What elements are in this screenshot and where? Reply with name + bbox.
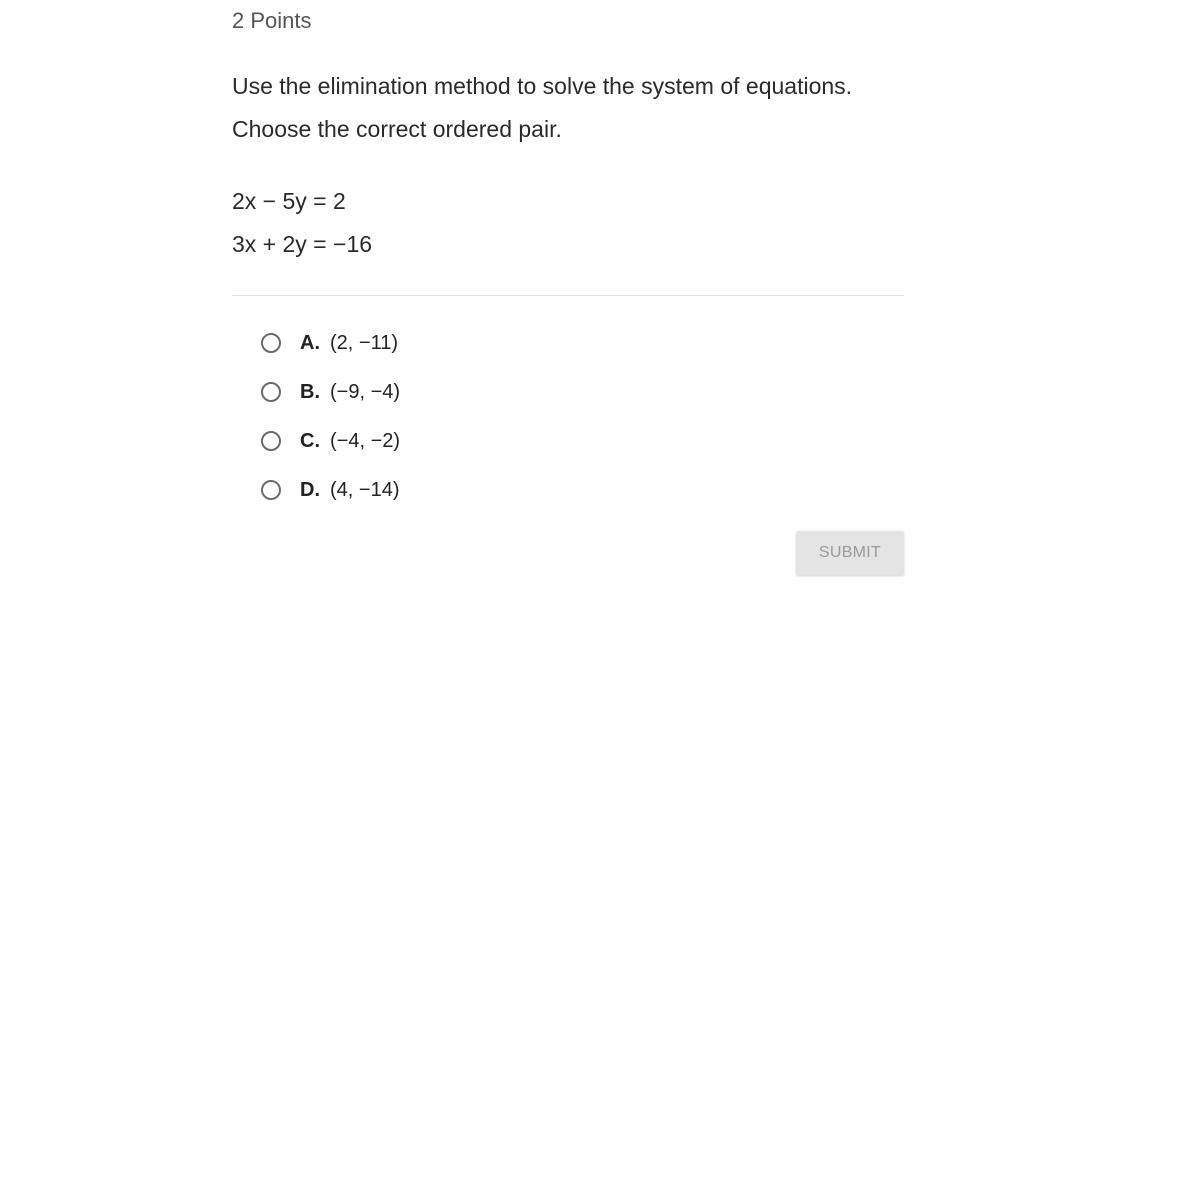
choice-answer: (−9, −4) bbox=[330, 380, 401, 403]
choice-a[interactable] bbox=[261, 328, 561, 358]
choice-b[interactable] bbox=[261, 377, 561, 407]
radio-button-icon[interactable] bbox=[261, 333, 281, 353]
question-prompt-line-1: Use the elimination method to solve the system of equations. bbox=[232, 73, 853, 99]
radio-button-icon[interactable] bbox=[261, 382, 281, 402]
choice-d[interactable] bbox=[261, 475, 561, 505]
submit-button[interactable]: SUBMIT bbox=[796, 531, 904, 575]
divider bbox=[232, 295, 904, 296]
equation-1: 2x − 5y = 2 bbox=[232, 188, 346, 214]
question-prompt-line-2: Choose the correct ordered pair. bbox=[232, 116, 562, 142]
choice-answer: (2, −11) bbox=[330, 331, 398, 354]
choice-letter: B. bbox=[300, 380, 320, 403]
choice-letter: A. bbox=[300, 331, 320, 354]
equation-2: 3x + 2y = −16 bbox=[232, 231, 373, 257]
points-label: 2 Points bbox=[232, 8, 312, 33]
choice-answer: (4, −14) bbox=[330, 478, 400, 501]
choice-answer: (−4, −2) bbox=[330, 429, 401, 452]
choice-c[interactable] bbox=[261, 426, 561, 456]
choice-letter: D. bbox=[300, 478, 320, 501]
choice-letter: C. bbox=[300, 429, 320, 452]
radio-button-icon[interactable] bbox=[261, 431, 281, 451]
radio-button-icon[interactable] bbox=[261, 480, 281, 500]
